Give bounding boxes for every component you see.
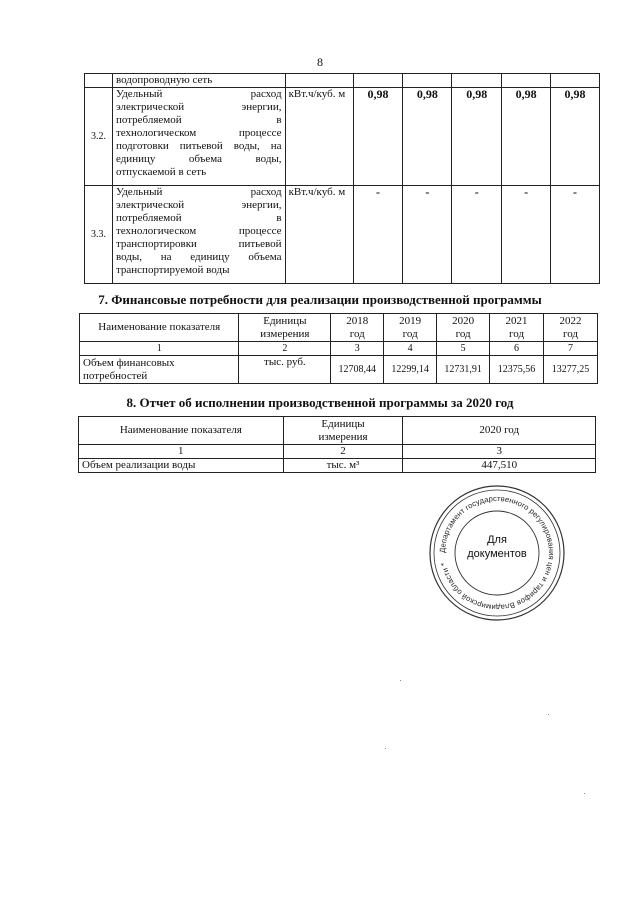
header-name: Наименование показателя [80, 314, 239, 342]
header-name: Наименование показателя [79, 417, 284, 445]
seal-stamp [427, 483, 567, 623]
row-value: 0,98 [403, 88, 452, 186]
index-row: 1 2 3 [79, 445, 596, 459]
row-value: 13277,25 [544, 356, 598, 384]
row-description: Удельный расход электрической энергии, потребляемой в технологическом процессе подготовки питьевой воды, на единицу объема воды, отпускаемой в сеть [112, 88, 285, 186]
table-row [79, 459, 596, 473]
scan-speck [584, 793, 585, 794]
row-unit: тыс. м³ [283, 459, 403, 473]
continuation-cell: водопроводную сеть [112, 74, 285, 88]
header-year: 2020 год [437, 314, 490, 342]
header-year: 2022 год [544, 314, 598, 342]
section-7-title: 7. Финансовые потребности для реализации производственной программы [98, 292, 542, 307]
row-value: 0,98 [502, 88, 551, 186]
header-unit: Единицы измерения [239, 314, 331, 342]
table-row [85, 74, 600, 88]
section-8-title: 8. Отчет об исполнении производственной программы за 2020 год [126, 395, 514, 410]
row-name: Объем реализации воды [79, 459, 284, 473]
row-unit: кВт.ч/куб. м [285, 88, 353, 186]
table-row [85, 88, 600, 186]
row-unit: тыс. руб. [239, 356, 331, 384]
row-value: 12731,91 [437, 356, 490, 384]
indicators-table [84, 73, 600, 284]
row-unit: кВт.ч/куб. м [285, 186, 353, 284]
table-header-row [80, 314, 598, 342]
header-year: 2018 год [331, 314, 384, 342]
report-table [78, 416, 596, 473]
header-year: 2019 год [384, 314, 437, 342]
index-row: 1 2 3 4 5 6 7 [80, 342, 598, 356]
scan-speck [385, 748, 386, 749]
row-value: 447,510 [403, 459, 596, 473]
row-value: - [353, 186, 403, 284]
header-year: 2021 год [490, 314, 544, 342]
header-unit: Единицы измерения [283, 417, 403, 445]
row-value: - [452, 186, 502, 284]
row-value: 0,98 [353, 88, 403, 186]
row-value: - [502, 186, 551, 284]
row-description: Удельный расход электрической энергии, потребляемой в технологическом процессе транспортировки питьевой воды, на единицу объема транспортируемой воды [112, 186, 285, 284]
row-value: 0,98 [452, 88, 502, 186]
table-row [80, 356, 598, 384]
row-number: 3.3. [85, 186, 113, 284]
seal-center-text: Для документов [467, 534, 527, 560]
row-value: - [551, 186, 600, 284]
row-value: - [403, 186, 452, 284]
page-number: 8 [317, 55, 323, 69]
row-name: Объем финансовых потребностей [80, 356, 239, 384]
scan-speck [548, 714, 549, 715]
table-header-row [79, 417, 596, 445]
row-value: 0,98 [551, 88, 600, 186]
header-period: 2020 год [403, 417, 596, 445]
row-value: 12299,14 [384, 356, 437, 384]
row-value: 12708,44 [331, 356, 384, 384]
table-row [85, 186, 600, 284]
svg-text:Департамент государственного р: Департамент государственного регулирования цен и тарифов Владимирской области * [437, 493, 557, 613]
scan-speck [400, 680, 401, 681]
row-number: 3.2. [85, 88, 113, 186]
row-value: 12375,56 [490, 356, 544, 384]
finance-table [79, 313, 598, 384]
